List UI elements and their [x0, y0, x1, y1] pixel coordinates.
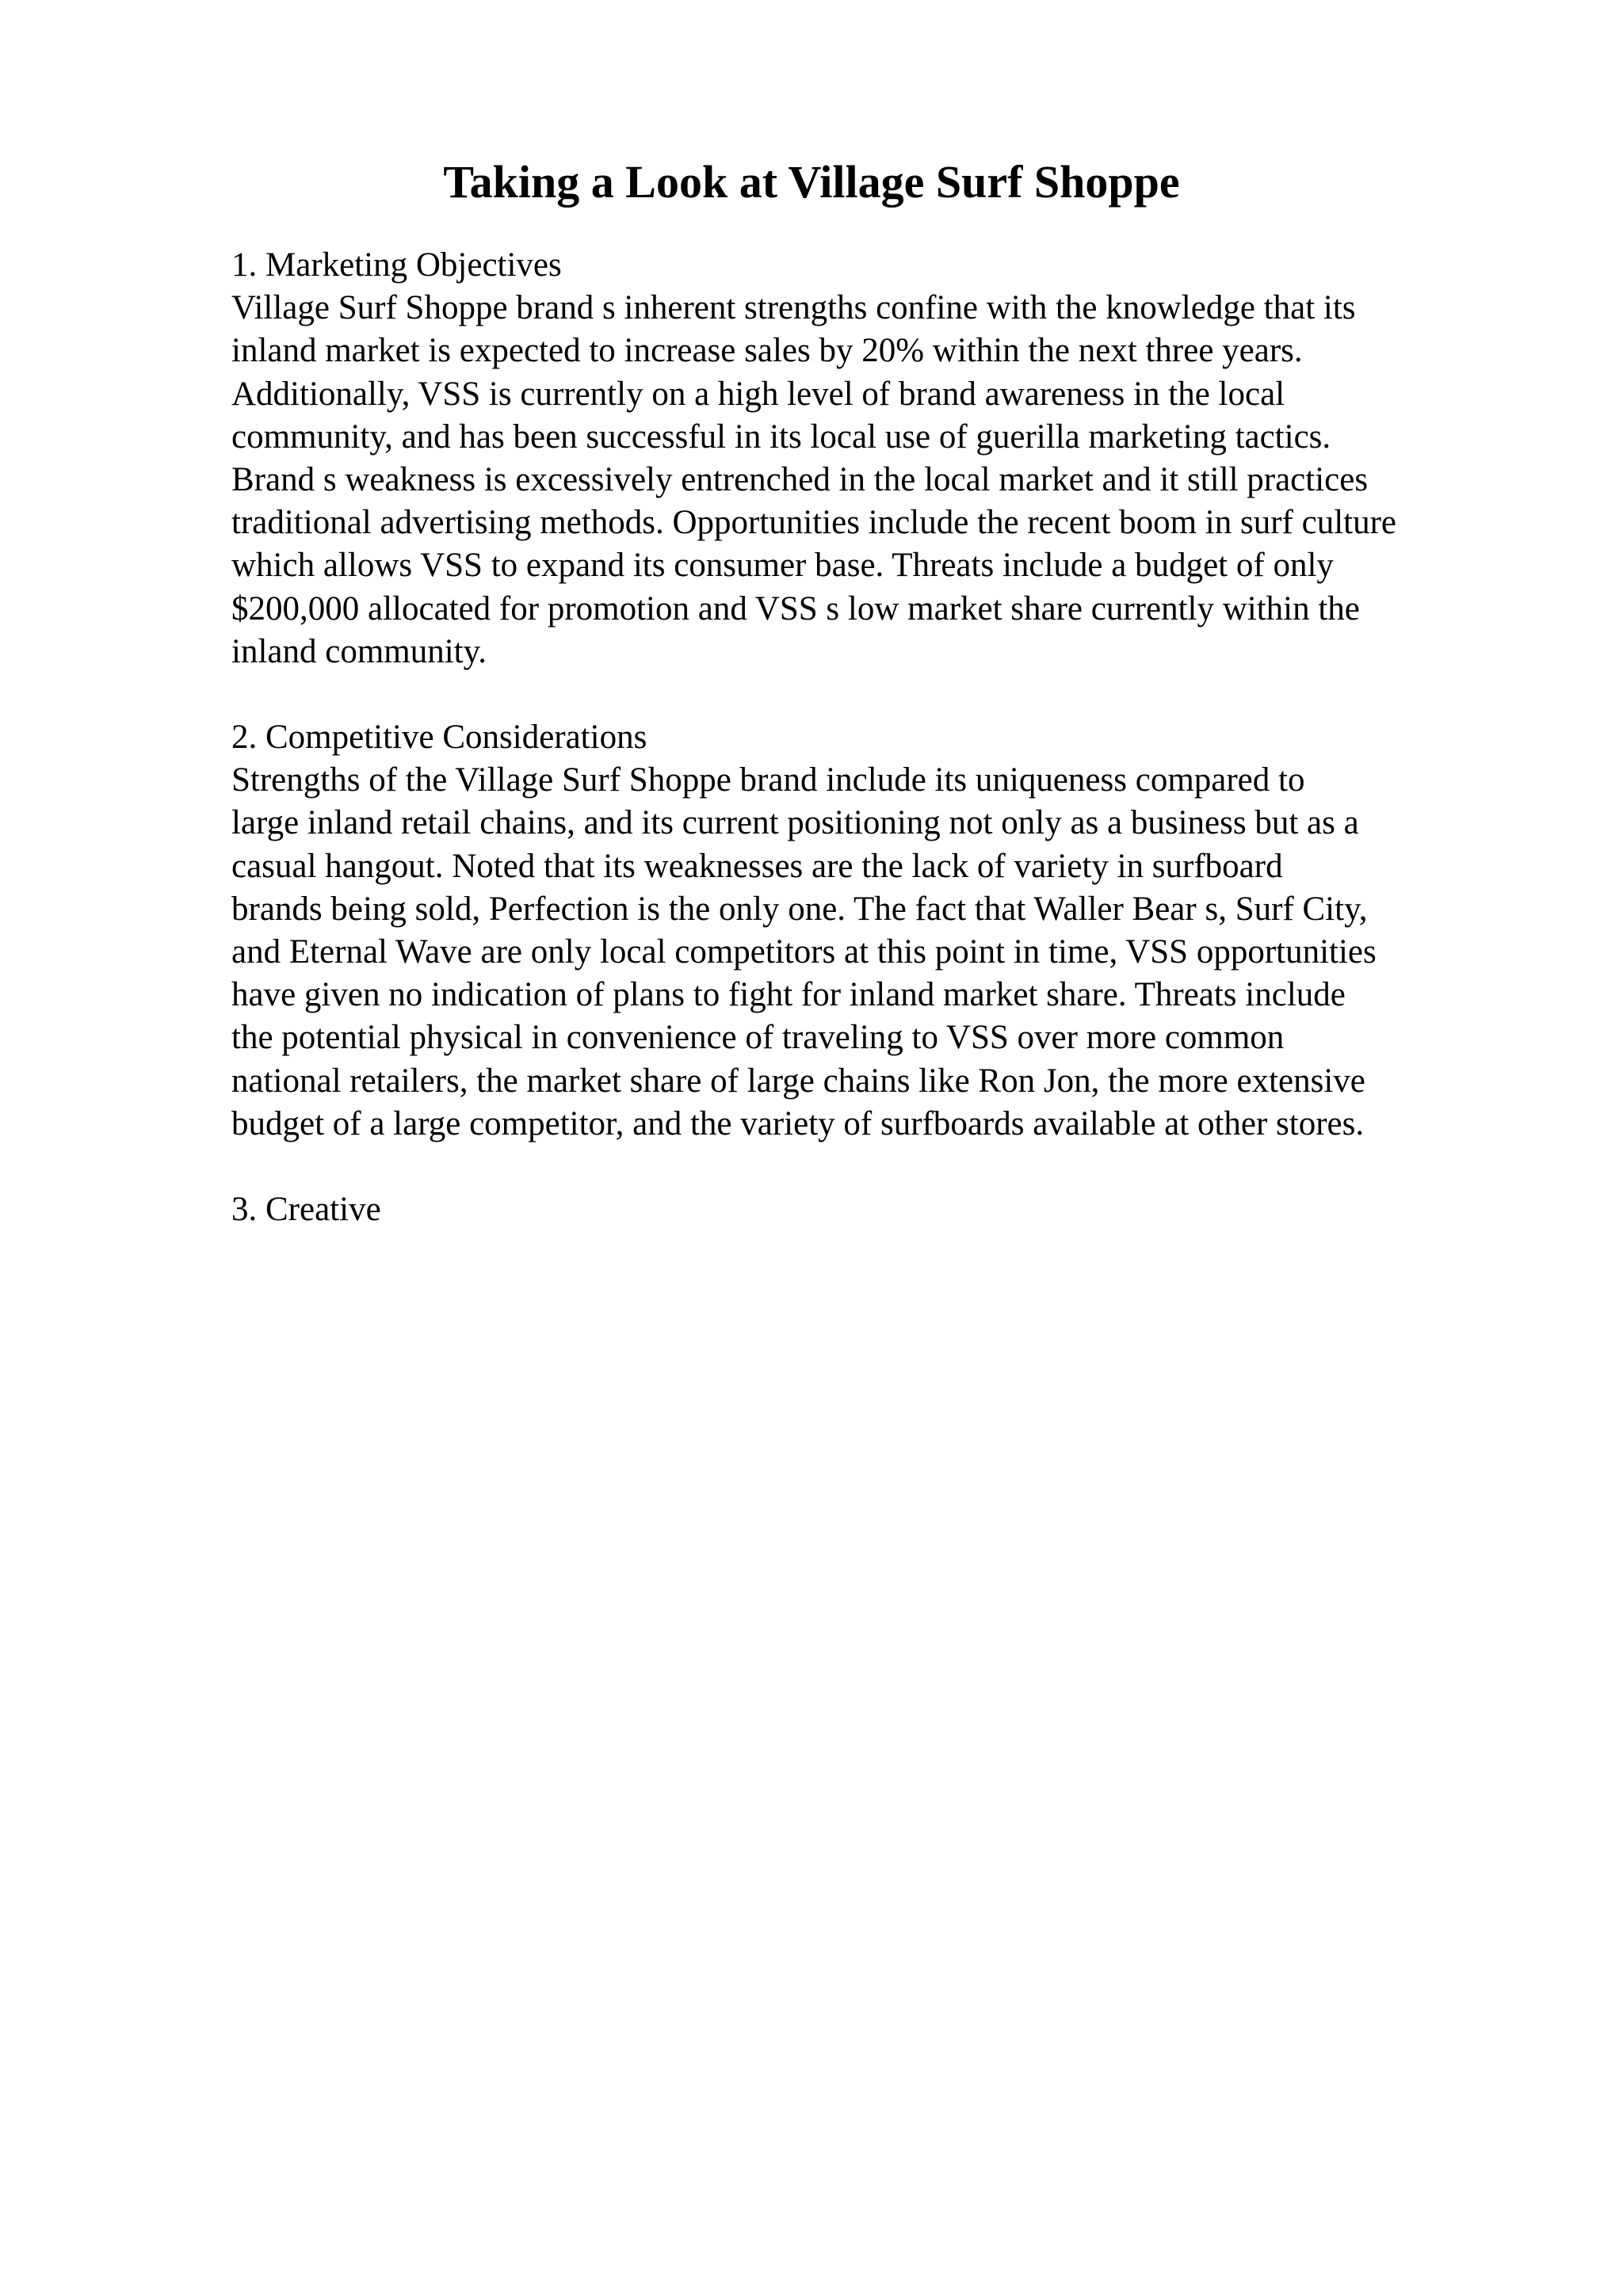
paragraph-line: which allows VSS to expand its consumer base. Threats include a budget of only: [231, 547, 1334, 585]
paragraph-line: national retailers, the market share of large chains like Ron Jon, the more extensive: [231, 1062, 1365, 1100]
section-competitive-considerations: [231, 716, 1515, 1146]
section-paragraph: [231, 759, 1515, 1146]
paragraph-line: budget of a large competitor, and the variety of surfboards available at other stores.: [231, 1104, 1365, 1142]
section-heading: 1. Marketing Objectives: [231, 246, 562, 284]
paragraph-line: traditional advertising methods. Opportunities include the recent boom in surf culture: [231, 504, 1396, 542]
paragraph-line: casual hangout. Noted that its weaknesses are the lack of variety in surfboard: [231, 847, 1283, 885]
paragraph-line: community, and has been successful in its local use of guerilla marketing tactics.: [231, 418, 1331, 456]
paragraph-line: large inland retail chains, and its current positioning not only as a business but as a: [231, 804, 1359, 842]
paragraph-line: inland community.: [231, 632, 487, 670]
section-marketing-objectives: [231, 244, 1515, 673]
document-body: [231, 244, 1515, 1274]
paragraph-line: have given no indication of plans to fight for inland market share. Threats include: [231, 976, 1346, 1014]
paragraph-line: inland market is expected to increase sales by 20% within the next three years.: [231, 332, 1303, 370]
paragraph-line: $200,000 allocated for promotion and VSS s low market share currently within the: [231, 589, 1360, 627]
paragraph-line: Village Surf Shoppe brand s inherent strengths confine with the knowledge that its: [231, 289, 1356, 327]
paragraph-line: Strengths of the Village Surf Shoppe brand include its uniqueness compared to: [231, 761, 1305, 799]
document-title: Taking a Look at Village Surf Shoppe: [443, 156, 1180, 208]
paragraph-line: brands being sold, Perfection is the only one. The fact that Waller Bear s, Surf City,: [231, 890, 1368, 928]
section-creative: [231, 1188, 1515, 1231]
section-heading: 2. Competitive Considerations: [231, 719, 647, 757]
paragraph-line: the potential physical in convenience of traveling to VSS over more common: [231, 1019, 1285, 1057]
section-paragraph: [231, 287, 1515, 673]
section-heading: 3. Creative: [231, 1191, 381, 1229]
paragraph-line: Additionally, VSS is currently on a high level of brand awareness in the local: [231, 375, 1285, 413]
paragraph-line: and Eternal Wave are only local competitors at this point in time, VSS opportunities: [231, 933, 1377, 971]
paragraph-line: Brand s weakness is excessively entrenched in the local market and it still practices: [231, 461, 1369, 499]
